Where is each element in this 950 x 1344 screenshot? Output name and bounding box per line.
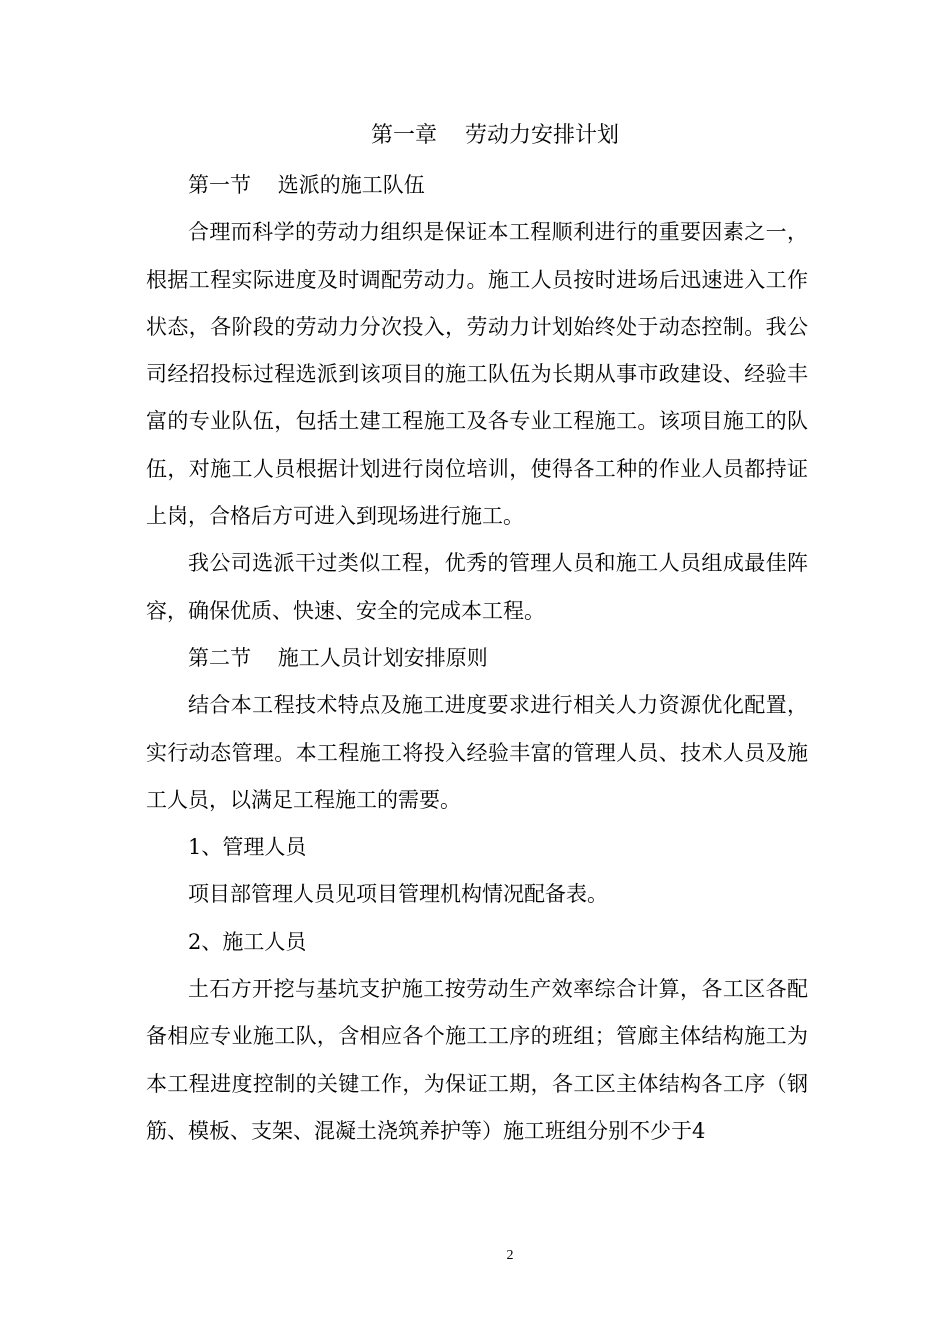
body-paragraph: 土石方开挖与基坑支护施工按劳动生产效率综合计算，各工区各配备相应专业施工队，含相应各个施工工序的班组；管廊主体结构施工为本工程进度控制的关键工作，为保证工期，各工区主体结构各工序（钢筋、模板、支架、混凝土浇筑养护等）施工班组分别不少于4	[146, 977, 808, 1143]
body-paragraph: 项目部管理人员见项目管理机构情况配备表。	[188, 882, 608, 907]
section-heading: 第二节 施工人员计划安排原则	[188, 645, 488, 670]
body-paragraph: 结合本工程技术特点及施工进度要求进行相关人力资源优化配置，实行动态管理。本工程施工将投入经验丰富的管理人员、技术人员及施工人员，以满足工程施工的需要。	[146, 693, 808, 812]
subheading: 2、施工人员	[188, 929, 307, 954]
body-paragraph: 合理而科学的劳动力组织是保证本工程顺利进行的重要因素之一，根据工程实际进度及时调配劳动力。施工人员按时进场后迅速进入工作状态，各阶段的劳动力分次投入，劳动力计划始终处于动态控制。我公司经招投标过程选派到该项目的施工队伍为长期从事市政建设、经验丰富的专业队伍，包括土建工程施工及各专业工程施工。该项目施工的队伍，对施工人员根据计划进行岗位培训，使得各工种的作业人员都持证上岗，合格后方可进入到现场进行施工。	[146, 220, 808, 529]
section-heading: 第一节 选派的施工队伍	[188, 173, 425, 197]
chapter-title: 第一章 劳动力安排计划	[371, 123, 619, 148]
page-number: 2	[506, 1248, 514, 1263]
subheading: 1、管理人员	[188, 835, 307, 860]
body-paragraph: 我公司选派干过类似工程，优秀的管理人员和施工人员组成最佳阵容，确保优质、快速、安全的完成本工程。	[146, 551, 808, 623]
document-body	[146, 162, 808, 1155]
